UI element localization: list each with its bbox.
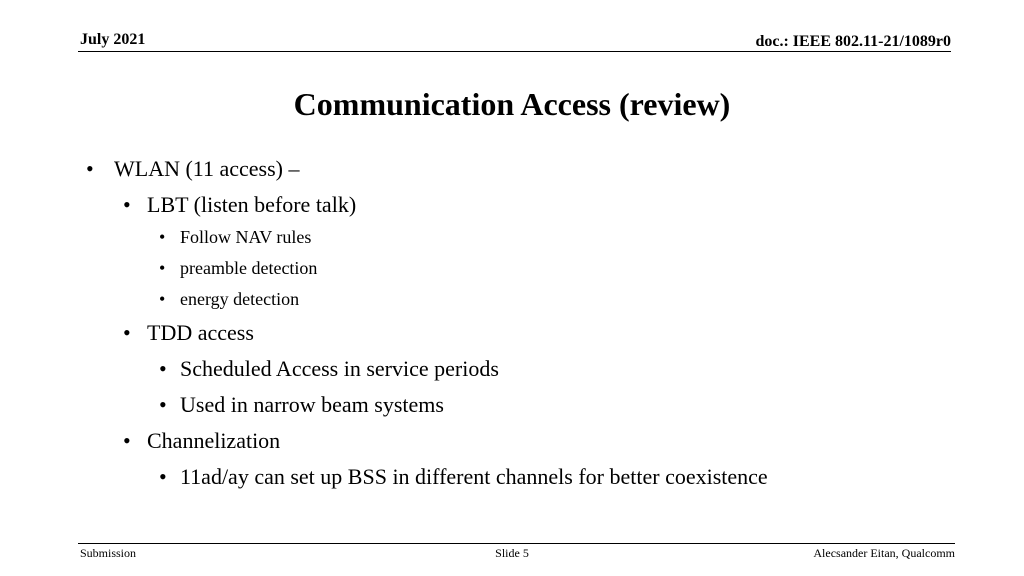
bullet-icon: •: [123, 320, 131, 345]
bullet-text: preamble detection: [180, 258, 318, 278]
bullet-text: Scheduled Access in service periods: [180, 356, 499, 381]
header-doc-id: doc.: IEEE 802.11-21/1089r0: [755, 33, 951, 50]
bullet-text: energy detection: [180, 289, 300, 309]
footer-divider: [78, 543, 955, 544]
bullet-text: Follow NAV rules: [180, 227, 312, 247]
bullet-icon: •: [159, 227, 166, 247]
footer-slide-number: Slide 5: [495, 546, 529, 560]
bullet-text: WLAN (11 access) –: [114, 156, 300, 181]
bullet-text: 11ad/ay can set up BSS in different channels for better coexistence: [180, 464, 768, 489]
bullet-text: TDD access: [147, 320, 254, 345]
footer-author: Alecsander Eitan, Qualcomm: [813, 546, 955, 560]
slide-title: Communication Access (review): [293, 86, 731, 122]
bullet-icon: •: [159, 258, 166, 278]
bullet-icon: •: [159, 392, 167, 417]
bullet-icon: •: [86, 156, 94, 181]
bullet-text: Channelization: [147, 428, 281, 453]
bullet-icon: •: [123, 428, 131, 453]
bullet-icon: •: [159, 289, 166, 309]
bullet-text: LBT (listen before talk): [147, 192, 357, 217]
bullet-icon: •: [159, 356, 167, 381]
bullet-icon: •: [159, 464, 167, 489]
bullet-text: Used in narrow beam systems: [180, 392, 444, 417]
bullet-icon: •: [123, 192, 131, 217]
header-date: July 2021: [80, 31, 146, 48]
footer-submission: Submission: [80, 546, 137, 560]
